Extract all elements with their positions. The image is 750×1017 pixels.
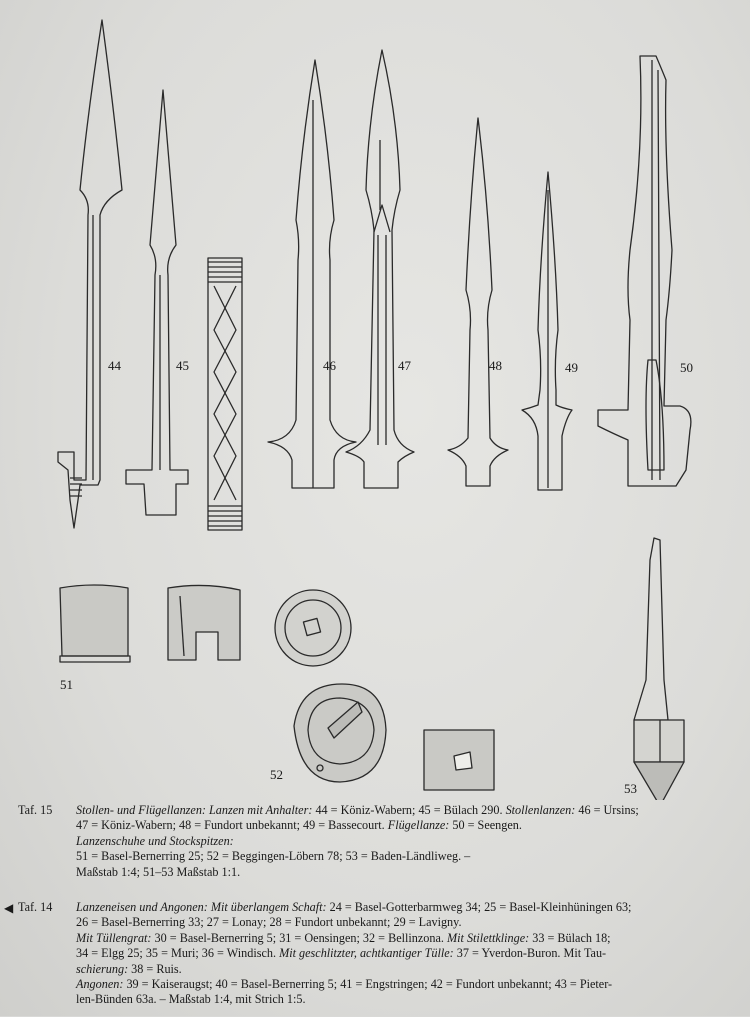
figure-label-49: 49 — [565, 360, 578, 375]
figure-label-45: 45 — [176, 358, 189, 373]
caption-line: schierung: 38 = Ruis. — [76, 961, 182, 976]
spear-butt-52-drawing — [294, 684, 386, 782]
caption-plate-15 — [18, 803, 738, 880]
figure-label-44: 44 — [108, 358, 121, 373]
caption-plate-14 — [4, 900, 738, 1008]
caption-line: Maßstab 1:4; 51–53 Maßstab 1:1. — [76, 864, 241, 879]
plate-number-14: ◀ Taf. 14 — [4, 900, 53, 916]
figure-label-53: 53 — [624, 781, 637, 796]
caption-line: 34 = Elgg 25; 35 = Muri; 36 = Windisch. Mit geschlitzter, achtkantiger Tülle: 37 = Yverdon-Buron. Mit Tau- — [76, 946, 607, 961]
caption-line: 47 = Köniz-Wabern; 48 = Fundort unbekannt; 49 = Bassecourt. Flügellanze: 50 = Seengen. — [76, 818, 522, 833]
spearhead-49-drawing — [522, 172, 572, 490]
spearhead-45-drawing — [126, 90, 188, 515]
back-arrow-icon: ◀ — [4, 901, 14, 916]
plate-caption — [4, 803, 738, 1017]
lance-socket-drawing — [208, 258, 242, 530]
spearhead-50-drawing — [598, 56, 691, 486]
spearhead-44-drawing — [58, 20, 122, 528]
figure-label-46: 46 — [323, 358, 336, 373]
figure-label-47: 47 — [398, 358, 411, 373]
figure-label-48: 48 — [489, 358, 502, 373]
figure-label-50: 50 — [680, 360, 693, 375]
caption-line: Lanzeneisen und Angonen: Mit überlangem Schaft: 24 = Basel-Gotterbarmweg 34; 25 = Basel-Kleinhüningen 63; — [76, 900, 632, 915]
caption-line: Angonen: 39 = Kaiseraugst; 40 = Basel-Bernerring 5; 41 = Engstringen; 42 = Fundort unbekannt; 43 = Pieter- — [76, 977, 613, 992]
spear-butt-slotted-drawing — [168, 585, 240, 660]
socket-ring-drawing — [275, 590, 351, 666]
spear-tip-53-drawing — [634, 538, 684, 800]
spear-butt-square-drawing — [424, 730, 494, 790]
spear-butt-51-drawing — [60, 585, 130, 662]
caption-line: Mit Tüllengrat: 30 = Basel-Bernerring 5; 31 = Oensingen; 32 = Bellinzona. Mit Stilettklinge: 33 = Bülach 18; — [76, 930, 611, 945]
spearhead-46-drawing — [268, 60, 356, 488]
figure-label-51: 51 — [60, 677, 73, 692]
figure-label-52: 52 — [270, 767, 283, 782]
caption-line: Lanzenschuhe und Stockspitzen: — [76, 833, 234, 848]
spearhead-47-drawing — [346, 50, 414, 488]
spearhead-48-drawing — [448, 118, 508, 486]
caption-line: 51 = Basel-Bernerring 25; 52 = Beggingen-Löbern 78; 53 = Baden-Ländliweg. – — [76, 849, 471, 864]
caption-line: len-Bünden 63a. – Maßstab 1:4, mit Strich 1:5. — [76, 992, 306, 1007]
caption-line: 26 = Basel-Bernerring 33; 27 = Lonay; 28 = Fundort unbekannt; 29 = Lavigny. — [76, 915, 462, 930]
caption-line: Stollen- und Flügellanzen: Lanzen mit Anhalter: 44 = Köniz-Wabern; 45 = Bülach 290. Stollenlanzen: 46 = Ursins; — [76, 803, 639, 817]
plate-number-15: Taf. 15 — [18, 803, 53, 817]
